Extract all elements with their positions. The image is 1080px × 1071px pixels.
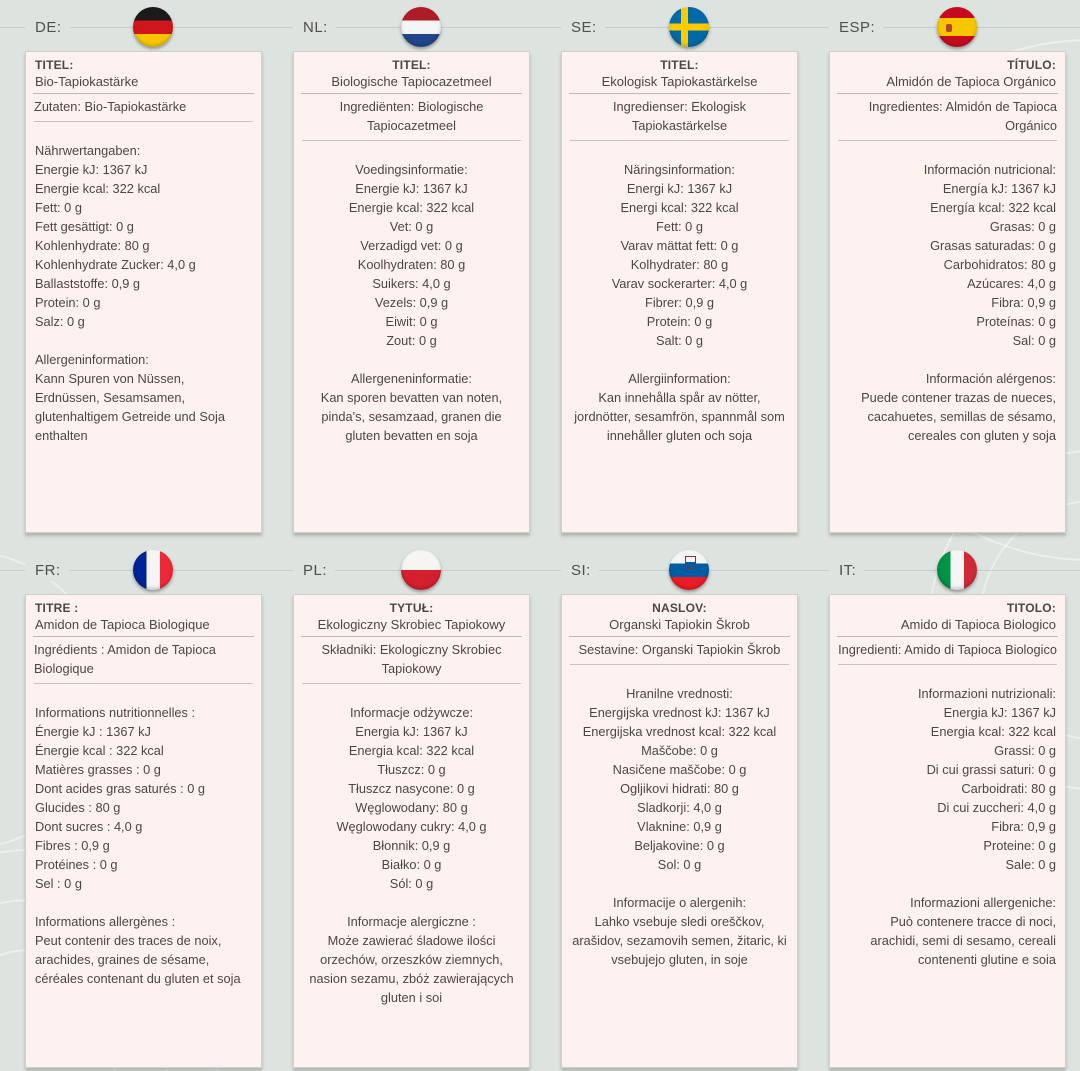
ingredients-line: Ingredientes: Almidón de Tapioca Orgánico [838,94,1057,141]
nutrition-line: Dont sucres : 4,0 g [35,819,143,834]
nutrition-line: Tłuszcz: 0 g [377,762,446,777]
ingredients-line: Ingredienti: Amido di Tapioca Biologico [838,637,1057,665]
language-section [829,549,1066,1068]
nutrition-line: Eiwit: 0 g [385,314,438,329]
nutrition-line: Énergie kJ : 1367 kJ [35,724,151,739]
allergen-text: Lahko vsebuje sledi oreščkov, arašidov, sezamovih semen, žitaric, ki vsebujejo gluten, in soje [572,914,787,967]
nutrition-line: Maščobe: 0 g [641,743,718,758]
language-code: DE: [25,17,70,38]
nutrition-line: Zout: 0 g [386,333,437,348]
allergen-heading: Informations allergènes : [35,914,176,929]
product-title: Bio-Tapiokastärke [35,74,139,89]
title-label: TITOLO: [1006,601,1056,615]
allergen-heading: Allergeneninformatie: [351,371,472,386]
flag-spain-icon [937,7,977,47]
language-code: IT: [829,560,864,581]
allergen-heading: Informazioni allergeniche: [910,895,1056,910]
nutrition-line: Varav sockerarter: 4,0 g [611,276,748,291]
nutrition-heading: Informacje odżywcze: [349,705,474,720]
label-panel [293,594,530,1068]
nutrition-line: Energie kcal: 322 kcal [35,181,161,196]
allergen-text: Può contenere tracce di noci, arachidi, semi di sesamo, cereali contenenti glutine e soia [870,914,1056,967]
language-header [561,549,798,591]
allergen-text: Kan sporen bevatten van noten, pinda's, sesamzaad, granen die gluten bevatten en soja [320,390,503,443]
title-block [33,601,254,637]
nutrition-line: Vlaknine: 0,9 g [637,819,722,834]
nutrition-line: Protéines : 0 g [35,857,118,872]
nutrition-lines [35,722,252,893]
nutrition-line: Energía kcal: 322 kcal [930,200,1056,215]
nutrition-line: Grasas saturadas: 0 g [930,238,1056,253]
nutrition-line: Di cui zuccheri: 4,0 g [937,800,1056,815]
flag-poland-icon [401,550,441,590]
nutrition-lines [571,703,788,874]
nutrition-heading: Voedingsinformatie: [355,162,468,177]
title-block [33,58,254,94]
nutrition-line: Błonnik: 0,9 g [372,838,451,853]
nutrition-line: Węglowodany cukry: 4,0 g [336,819,487,834]
nutrition-line: Węglowodany: 80 g [355,800,468,815]
language-header [561,6,798,48]
nutrition-line: Kohlenhydrate Zucker: 4,0 g [35,257,196,272]
nutrition-lines [303,179,520,350]
language-header [829,6,1066,48]
nutrition-line: Sale: 0 g [1005,857,1056,872]
nutrition-line: Fett: 0 g [35,200,82,215]
allergen-text: Kann Spuren von Nüssen, Erdnüssen, Sesamsamen, glutenhaltigem Getreide und Soja enthalten [35,371,225,443]
language-code: SI: [561,560,599,581]
ingredients-line: Składniki: Ekologiczny Skrobiec Tapiokowy [302,637,521,684]
title-label: TÍTULO: [1007,58,1056,72]
nutrition-line: Energi kcal: 322 kcal [620,200,739,215]
allergen-heading: Informacje alergiczne : [347,914,476,929]
nutrition-line: Énergie kcal : 322 kcal [35,743,164,758]
nutrition-line: Ogljikovi hidrati: 80 g [620,781,739,796]
product-title: Ekologiczny Skrobiec Tapiokowy [317,617,506,632]
product-title: Ekologisk Tapiokastärkelse [601,74,758,89]
flag-italy-icon [937,550,977,590]
nutrition-line: Proteine: 0 g [983,838,1056,853]
language-section [293,6,530,533]
nutrition-heading: Näringsinformation: [624,162,735,177]
title-block [837,58,1058,94]
flag-netherlands-icon [401,7,441,47]
allergen-heading: Informacije o alergenih: [612,895,747,910]
nutrition-line: Fett: 0 g [656,219,703,234]
ingredients-line: Ingrediënten: Biologische Tapiocazetmeel [302,94,521,141]
nutrition-heading: Información nutricional: [923,162,1056,177]
nutrition-line: Matières grasses : 0 g [35,762,161,777]
language-section [293,549,530,1068]
title-label: TITEL: [35,58,74,72]
language-section [25,6,262,533]
nutrition-lines [571,179,788,350]
flag-france-icon [133,550,173,590]
allergen-heading: Información alérgenos: [925,371,1056,386]
title-block [569,58,790,94]
flag-slovenia-icon [669,550,709,590]
ingredients-line: Ingrédients : Amidon de Tapioca Biologique [34,637,253,684]
language-header [25,549,262,591]
ingredients-line: Ingredienser: Ekologisk Tapiokastärkelse [570,94,789,141]
nutrition-lines [303,722,520,893]
nutrition-line: Fibrer: 0,9 g [645,295,714,310]
product-title: Organski Tapiokin Škrob [609,617,750,632]
nutrition-line: Energijska vrednost kcal: 322 kcal [582,724,777,739]
nutrition-lines [839,703,1056,874]
nutrition-heading: Informations nutritionnelles : [35,705,196,720]
nutrition-line: Carbohidratos: 80 g [943,257,1056,272]
title-block [301,601,522,637]
nutrition-line: Tłuszcz nasycone: 0 g [348,781,475,796]
nutrition-line: Białko: 0 g [381,857,442,872]
nutrition-line: Glucides : 80 g [35,800,121,815]
nutrition-line: Energi kJ: 1367 kJ [626,181,733,196]
title-label: TITRE : [35,601,79,615]
product-title: Amidon de Tapioca Biologique [35,617,210,632]
flag-germany-icon [133,7,173,47]
allergen-text: Puede contener trazas de nueces, cacahuetes, semillas de sésamo, cereales con gluten y soja [861,390,1056,443]
nutrition-line: Dont acides gras saturés : 0 g [35,781,206,796]
nutrition-heading: Informazioni nutrizionali: [918,686,1056,701]
nutrition-line: Fibra: 0,9 g [991,819,1056,834]
nutrition-line: Nasičene maščobe: 0 g [612,762,747,777]
nutrition-line: Fett gesättigt: 0 g [35,219,134,234]
nutrition-line: Carboidrati: 80 g [961,781,1056,796]
nutrition-line: Sol: 0 g [657,857,702,872]
title-label: NASLOV: [652,601,707,615]
nutrition-line: Kohlenhydrate: 80 g [35,238,150,253]
nutrition-line: Varav mättat fett: 0 g [620,238,739,253]
nutrition-line: Verzadigd vet: 0 g [360,238,463,253]
nutrition-line: Energijska vrednost kJ: 1367 kJ [589,705,770,720]
label-panel [561,51,798,533]
language-section [25,549,262,1068]
nutrition-line: Suikers: 4,0 g [372,276,451,291]
allergen-heading: Allergeninformation: [35,352,149,367]
title-label: TITEL: [660,58,699,72]
nutrition-line: Protein: 0 g [646,314,713,329]
language-section [829,6,1066,533]
allergen-text: Może zawierać śladowe ilości orzechów, orzeszków ziemnych, nasion sezamu, zbóż zawierających gluten i soi [309,933,514,1005]
nutrition-lines [35,160,252,331]
ingredients-line: Sestavine: Organski Tapiokin Škrob [570,637,789,665]
language-code: FR: [25,560,69,581]
label-panel [293,51,530,533]
language-code: PL: [293,560,335,581]
language-header [829,549,1066,591]
product-title: Almidón de Tapioca Orgánico [886,74,1056,89]
label-panel [829,594,1066,1068]
language-section [561,549,798,1068]
language-header [25,6,262,48]
nutrition-lines [839,179,1056,350]
label-panel [25,594,262,1068]
title-block [837,601,1058,637]
nutrition-line: Energia kcal: 322 kcal [348,743,475,758]
nutrition-line: Energie kJ: 1367 kJ [35,162,148,177]
product-title: Amido di Tapioca Biologico [900,617,1056,632]
title-label: TYTUŁ: [389,601,434,615]
nutrition-line: Proteínas: 0 g [976,314,1056,329]
nutrition-line: Energie kcal: 322 kcal [348,200,475,215]
allergen-text: Kan innehålla spår av nötter, jordnötter, sesamfrön, spannmål som innehåller gluten och soja [574,390,785,443]
nutrition-line: Fibra: 0,9 g [991,295,1056,310]
nutrition-line: Energie kJ: 1367 kJ [355,181,468,196]
nutrition-line: Azúcares: 4,0 g [967,276,1056,291]
label-panel [25,51,262,533]
nutrition-line: Salt: 0 g [656,333,703,348]
nutrition-line: Vet: 0 g [389,219,434,234]
nutrition-line: Sladkorji: 4,0 g [637,800,722,815]
nutrition-line: Energia kcal: 322 kcal [930,724,1056,739]
language-code: ESP: [829,17,883,38]
nutrition-heading: Hranilne vrednosti: [626,686,733,701]
title-block [301,58,522,94]
language-code: NL: [293,17,336,38]
allergen-text: Peut contenir des traces de noix, arachides, graines de sésame, céréales contenant du gluten et soja [35,933,241,986]
nutrition-line: Energia kJ: 1367 kJ [943,705,1056,720]
nutrition-line: Protein: 0 g [35,295,101,310]
language-header [293,6,530,48]
nutrition-line: Grassi: 0 g [994,743,1056,758]
language-code: SE: [561,17,605,38]
language-header [293,549,530,591]
nutrition-line: Energia kJ: 1367 kJ [355,724,468,739]
ingredients-line: Zutaten: Bio-Tapiokastärke [34,94,253,122]
nutrition-line: Grasas: 0 g [989,219,1056,234]
nutrition-line: Vezels: 0,9 g [374,295,449,310]
nutrition-line: Koolhydraten: 80 g [357,257,466,272]
nutrition-line: Di cui grassi saturi: 0 g [926,762,1056,777]
nutrition-line: Beljakovine: 0 g [634,838,725,853]
flag-sweden-icon [669,7,709,47]
title-block [569,601,790,637]
title-label: TITEL: [392,58,431,72]
nutrition-line: Ballaststoffe: 0,9 g [35,276,141,291]
nutrition-heading: Nährwertangaben: [35,143,141,158]
label-panel [829,51,1066,533]
language-section [561,6,798,533]
nutrition-line: Sól: 0 g [389,876,434,891]
label-panel [561,594,798,1068]
allergen-heading: Allergiinformation: [628,371,731,386]
nutrition-line: Fibres : 0,9 g [35,838,110,853]
nutrition-line: Sal: 0 g [1012,333,1056,348]
nutrition-line: Energía kJ: 1367 kJ [942,181,1056,196]
nutrition-line: Salz: 0 g [35,314,85,329]
nutrition-line: Kolhydrater: 80 g [630,257,729,272]
product-title: Biologische Tapiocazetmeel [331,74,492,89]
nutrition-line: Sel : 0 g [35,876,82,891]
